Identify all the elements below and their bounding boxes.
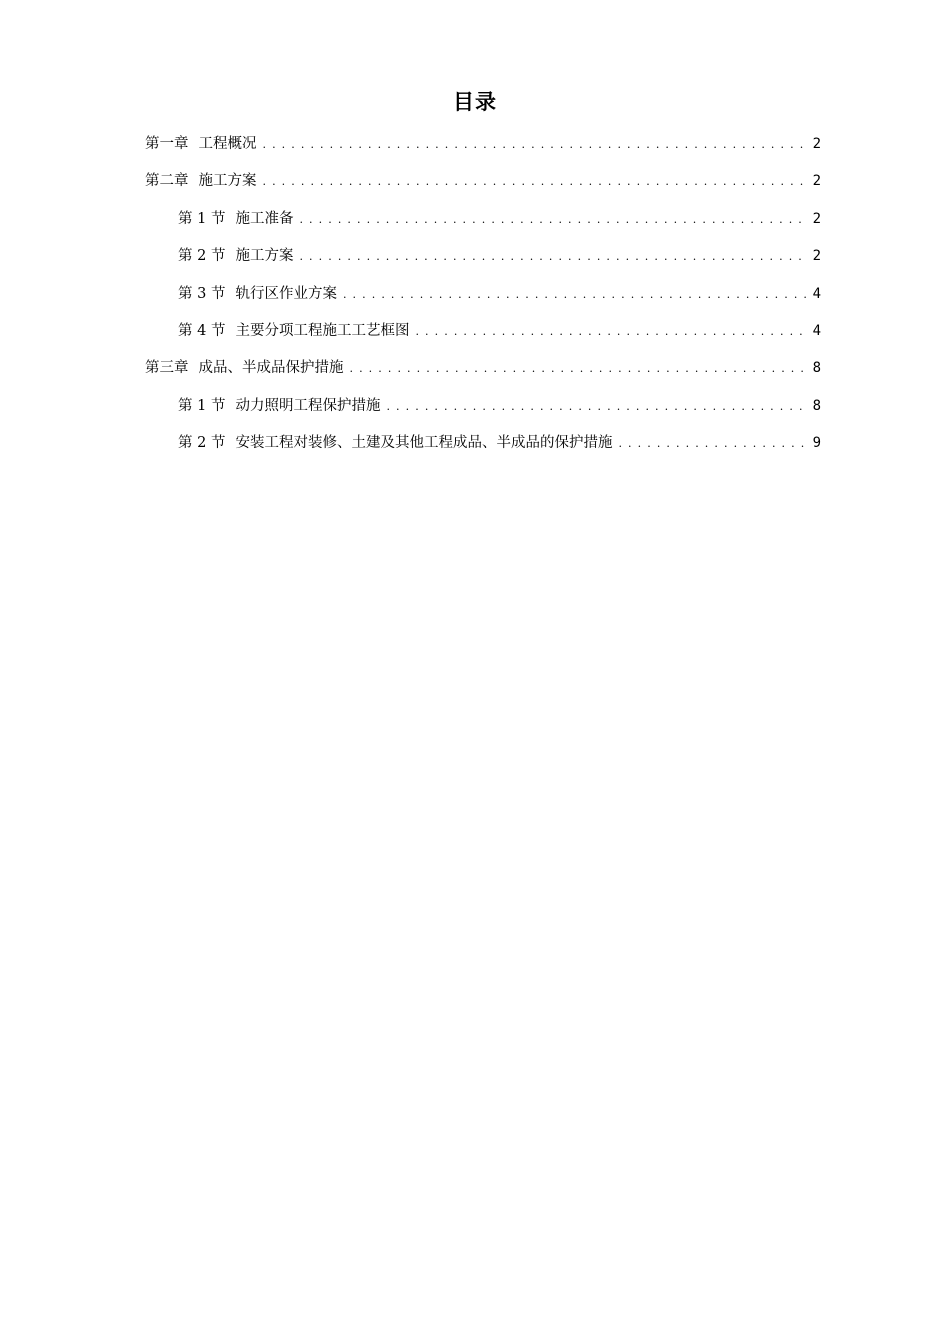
toc-title: 目录 (453, 90, 497, 114)
toc-entry-title: 动力照明工程保护措施 (235, 397, 381, 414)
toc-entry-number: 第 1 节 (178, 210, 226, 227)
dot-leader (386, 398, 806, 414)
toc-entry-title: 施工准备 (235, 210, 294, 227)
toc-entry-title: 施工方案 (235, 248, 294, 265)
toc-entry-number: 第二章 (145, 173, 189, 190)
toc-entry-title: 主要分项工程施工工艺框图 (235, 322, 410, 339)
toc-entry-number: 第 1 节 (178, 397, 226, 414)
toc-entry[interactable] (145, 431, 821, 468)
table-of-contents (145, 132, 821, 469)
toc-entry-page: 8 (812, 360, 821, 377)
toc-entry[interactable] (145, 394, 821, 431)
dot-leader (618, 435, 806, 451)
toc-entry-number: 第三章 (145, 360, 189, 377)
toc-entry-number: 第 2 节 (178, 435, 226, 452)
toc-entry-title: 工程概况 (198, 136, 257, 152)
toc-entry-page: 8 (812, 397, 821, 414)
toc-entry[interactable] (145, 244, 821, 281)
toc-entry[interactable] (145, 207, 821, 244)
dot-leader (299, 248, 806, 264)
toc-entry-page: 9 (812, 435, 821, 452)
toc-entry-page: 2 (812, 210, 821, 227)
dot-leader (299, 211, 806, 227)
toc-entry-title: 施工方案 (198, 173, 257, 190)
toc-entry-number: 第 2 节 (178, 248, 226, 265)
toc-entry-page: 2 (812, 248, 821, 265)
toc-entry-title: 安装工程对装修、土建及其他工程成品、半成品的保护措施 (235, 435, 613, 452)
toc-entry[interactable] (145, 319, 821, 356)
dot-leader (415, 323, 806, 339)
toc-entry[interactable] (145, 169, 821, 206)
dot-leader (343, 286, 807, 302)
dot-leader (263, 173, 807, 189)
dot-leader (263, 136, 807, 152)
toc-entry-page: 4 (812, 322, 821, 339)
toc-entry-title: 成品、半成品保护措施 (198, 360, 344, 377)
toc-entry[interactable] (145, 132, 821, 169)
toc-entry-page: 4 (812, 285, 821, 302)
dot-leader (350, 360, 807, 376)
toc-entry[interactable] (145, 282, 821, 319)
toc-entry-number: 第 3 节 (178, 285, 226, 302)
toc-entry[interactable] (145, 356, 821, 393)
toc-entry-title: 轨行区作业方案 (235, 285, 337, 302)
toc-entry-page: 2 (812, 136, 821, 152)
toc-entry-number: 第一章 (145, 136, 189, 152)
toc-entry-number: 第 4 节 (178, 322, 226, 339)
toc-entry-page: 2 (812, 173, 821, 190)
